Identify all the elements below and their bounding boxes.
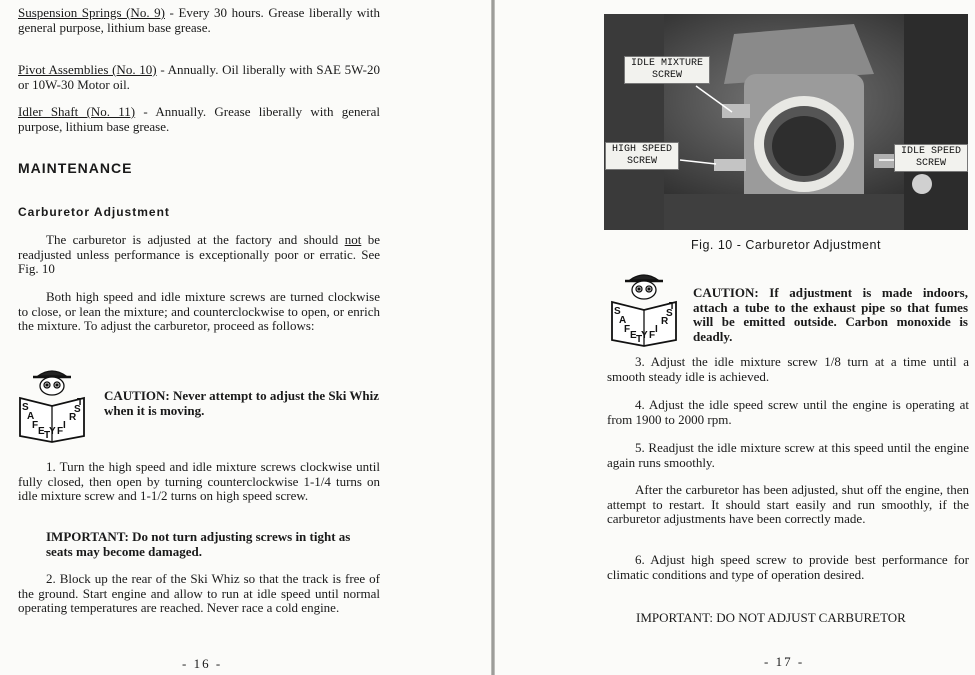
label-idle-speed-screw: IDLE SPEED SCREW <box>894 144 968 172</box>
mascot-letter: T <box>669 301 676 312</box>
mascot-letter: T <box>636 334 643 345</box>
step-5: 5. Readjust the idle mixture screw at this speed until the engine again runs smoothly. <box>607 440 969 470</box>
mascot-letter: R <box>69 412 77 423</box>
mascot-letter: R <box>661 316 669 327</box>
safety-first-mascot-icon <box>608 266 680 348</box>
step-1: 1. Turn the high speed and idle mixture screws clockwise until fully closed, then open by turning counterclockwise 1-1/4 turns on idle mixture screw and 1-1/2 turns on high speed screw. <box>18 459 380 503</box>
mascot-letter: E <box>38 426 45 437</box>
important-do-not-adjust: IMPORTANT: DO NOT ADJUST CARBURETOR <box>636 610 906 625</box>
mascot-letter: Y <box>49 426 56 437</box>
page-number-right: - 17 - <box>764 654 805 669</box>
para-factory-adjusted: The carburetor is adjusted at the factory and should not be readjusted unless performance is exceptionally poor or erratic. See Fig. 10 <box>18 232 380 276</box>
para-after-adjusted: After the carburetor has been adjusted, shut off the engine, then attempt to restart. It should start easily and run smoothly, if the carburetor adjustments have been correctly made. <box>607 482 969 526</box>
mascot-letter: S <box>74 404 81 415</box>
mascot-letter: S <box>614 306 621 317</box>
mascot-letter: S <box>666 308 673 319</box>
step-4: 4. Adjust the idle speed screw until the engine is operating at from 1900 to 2000 rpm. <box>607 397 969 427</box>
page-number-left: - 16 - <box>182 656 223 671</box>
mascot-letter: T <box>77 397 84 408</box>
mascot-letter: I <box>63 420 66 431</box>
mascot-letter: Y <box>641 330 648 341</box>
mascot-letter: F <box>57 426 64 437</box>
step-6: 6. Adjust high speed screw to provide best performance for climatic conditions and type of operation desired. <box>607 552 969 582</box>
mascot-letter: E <box>630 330 637 341</box>
subheading: Carburetor Adjustment <box>18 205 170 219</box>
mascot-letter: F <box>32 420 39 431</box>
caution-moving: CAUTION: Never attempt to adjust the Ski Whiz when it is moving. <box>104 388 380 418</box>
lube-item-suspension: Suspension Springs (No. 9) - Every 30 hours. Grease liberally with general purpose, lithium base grease. <box>18 5 380 35</box>
mascot-letter: F <box>649 330 656 341</box>
important-seats: IMPORTANT: Do not turn adjusting screws in tight as seats may become damaged. <box>46 529 351 559</box>
step-3: 3. Adjust the idle mixture screw 1/8 turn at a time until a smooth steady idle is achieved. <box>607 354 969 384</box>
mascot-letter: A <box>27 411 35 422</box>
step-2: 2. Block up the rear of the Ski Whiz so that the track is free of the ground. Start engine and allow to run at idle speed until normal operating temperatures are reached. Never race a cold engine. <box>18 571 380 615</box>
label-high-speed-screw: HIGH SPEED SCREW <box>605 142 679 170</box>
mascot-letter: I <box>655 324 658 335</box>
label-idle-mixture-screw: IDLE MIXTURE SCREW <box>624 56 710 84</box>
para-screws: Both high speed and idle mixture screws are turned clockwise to close, or lean the mixture; and counterclockwise to open, or enrich the mixture. To adjust the carburetor, proceed as follows: <box>18 289 380 333</box>
section-heading: MAINTENANCE <box>18 160 133 176</box>
mascot-letter: S <box>22 402 29 413</box>
safety-first-mascot-icon <box>16 362 88 444</box>
mascot-letter: A <box>619 315 627 326</box>
mascot-letter: F <box>624 324 631 335</box>
book-gutter <box>491 0 495 675</box>
mascot-letter: T <box>44 430 51 441</box>
lube-item-pivot: Pivot Assemblies (No. 10) - Annually. Oil liberally with SAE 5W-20 or 10W-30 Motor oil. <box>18 62 380 92</box>
caution-indoors: CAUTION: If adjustment is made indoors, attach a tube to the exhaust pipe so that fumes will be emitted outside. Carbon monoxide is deadly. <box>693 285 968 344</box>
figure-caption: Fig. 10 - Carburetor Adjustment <box>691 238 881 252</box>
carburetor-image <box>604 14 968 230</box>
carburetor-photo <box>604 14 968 230</box>
lube-item-idler: Idler Shaft (No. 11) - Annually. Grease liberally with general purpose, lithium base grease. <box>18 104 380 134</box>
